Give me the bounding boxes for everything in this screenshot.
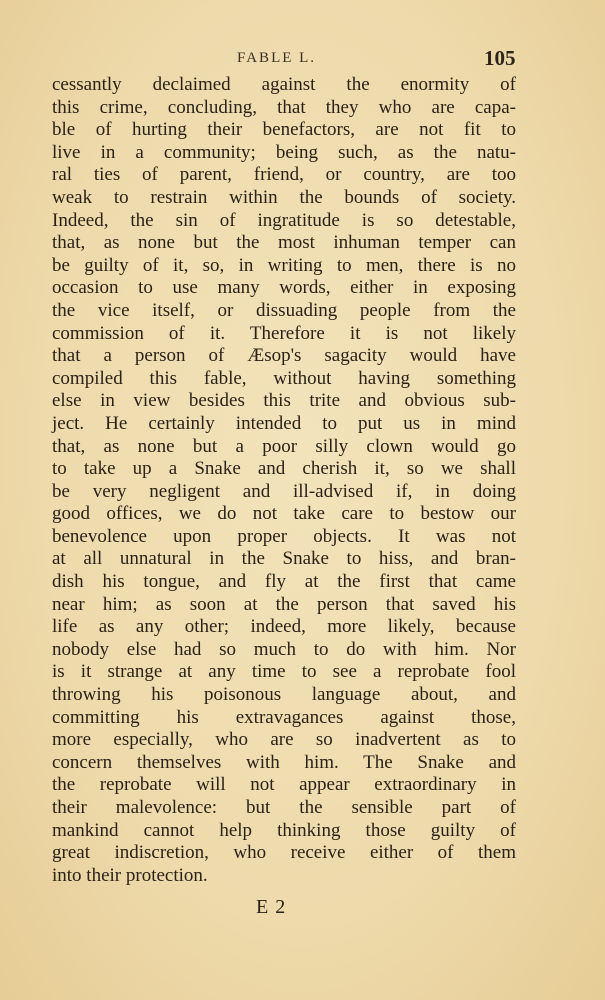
text-line: ject. He certainly intended to put us in mind [52,412,516,434]
text-line: to take up a Snake and cherish it, so we shall [52,458,516,480]
text-line: mankind cannot help thinking those guilty of [52,819,516,841]
text-line: throwing his poisonous language about, and [52,684,516,706]
text-line: be guilty of it, so, in writing to men, there is no [52,254,516,276]
text-line: ble of hurting their benefactors, are not fit to [52,119,516,141]
text-line: compiled this fable, without having something [52,367,516,389]
text-line: nobody else had so much to do with him. Nor [52,638,516,660]
text-line: the vice itself, or dissuading people from the [52,299,516,321]
text-line: live in a community; being such, as the natu- [52,141,516,163]
signature-mark: E 2 [256,896,287,918]
text-line: that, as none but a poor silly clown would go [52,435,516,457]
text-line: benevolence upon proper objects. It was not [52,525,516,547]
text-line: life as any other; indeed, more likely, because [52,616,516,638]
text-line: near him; as soon at the person that saved his [52,593,516,615]
text-line: cessantly declaimed against the enormity of [52,74,516,95]
text-line: dish his tongue, and fly at the first that came [52,571,516,593]
text-line: at all unnatural in the Snake to hiss, and bran- [52,548,516,570]
text-line: that a person of Æsop's sagacity would have [52,345,516,367]
text-line: be very negligent and ill-advised if, in doing [52,480,516,502]
text-line: this crime, concluding, that they who are capa- [52,96,516,118]
text-line: is it strange at any time to see a reprobate fool [52,661,516,683]
text-line: ral ties of parent, friend, or country, are too [52,164,516,186]
text-line: into their protection. [52,864,208,886]
text-line: good offices, we do not take care to bestow our [52,503,516,525]
text-line: else in view besides this trite and obvious sub- [52,390,516,412]
text-line: weak to restrain within the bounds of society. [52,186,516,208]
page-number: 105 [484,46,516,70]
text-line: occasion to use many words, either in exposing [52,277,516,299]
text-line: their malevolence: but the sensible part of [52,797,516,818]
text-line: that, as none but the most inhuman temper can [52,232,516,254]
text-line: more especially, who are so inadvertent as to [52,729,516,751]
text-line: Indeed, the sin of ingratitude is so detestable, [52,209,516,231]
body-text [52,74,516,887]
text-line: great indiscretion, who receive either of them [52,842,516,864]
text-line: committing his extravagances against those, [52,706,516,728]
text-line: concern themselves with him. The Snake and [52,751,516,773]
text-line: the reprobate will not appear extraordinary in [52,774,516,796]
running-head: FABLE L. [237,50,317,66]
text-line: commission of it. Therefore it is not likely [52,322,516,344]
